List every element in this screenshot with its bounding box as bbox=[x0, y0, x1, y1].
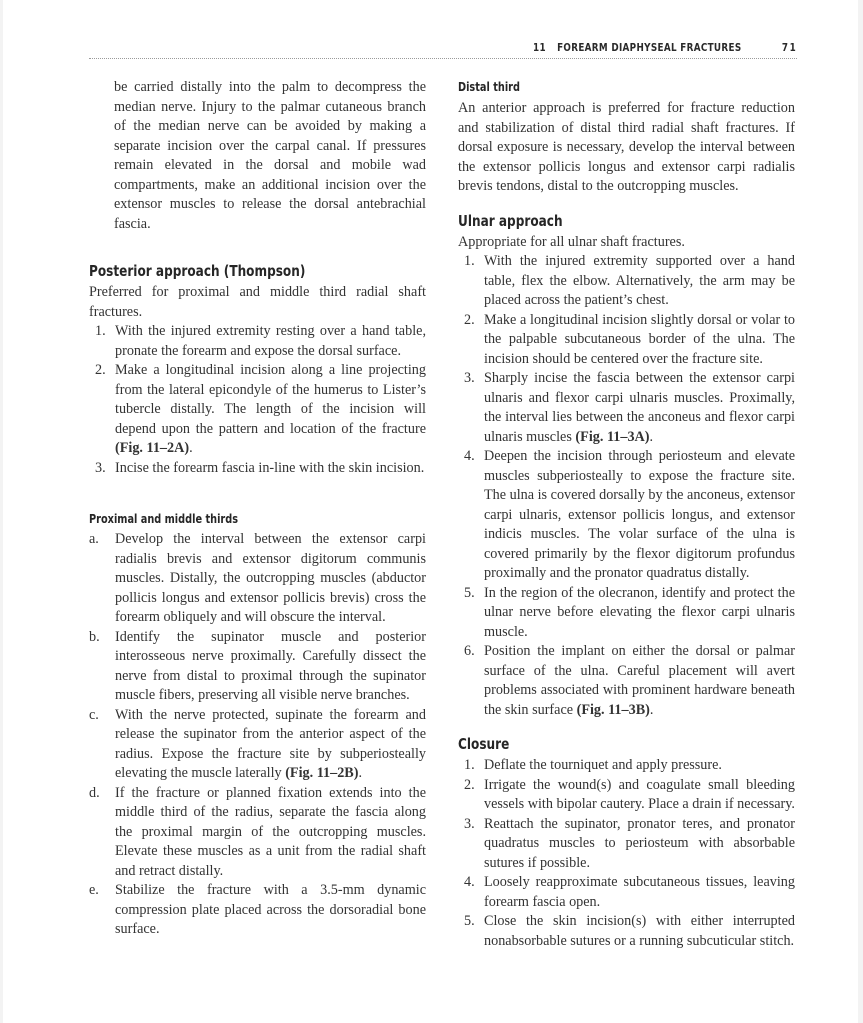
list-item-text: Loosely reapproximate subcutaneous tissues, leaving forearm fascia open. bbox=[484, 874, 795, 910]
list-item: 6. Position the implant on either the dorsal or palmar surface of the ulna. Careful placement will avert problems associated with prominent hardware beneath the skin surface (Fig. 11–3B). bbox=[464, 643, 795, 718]
list-item-text: Deepen the incision through periosteum and elevate muscles subperiosteally to expose the fracture site. The ulna is covered dorsally by the anconeus, extensor carpi ulnaris, extensor pollicis longus, and extensor indicis muscles. The volar surface of the ulna is covered primarily by the flexor digitorum profundus proximally and the pronator quadratus distally. bbox=[484, 448, 795, 581]
list-item bbox=[458, 912, 795, 951]
section-heading-posterior-approach: Posterior approach (Thompson) bbox=[89, 262, 306, 280]
distal-third-paragraph: An anterior approach is preferred for fracture reduction and stabilization of distal third radial shaft fractures. If dorsal exposure is necessary, develop the interval between the extensor pollicis longus and extensor carpi radialis brevis tendons, distal to the outcropping muscles. bbox=[458, 100, 795, 194]
list-item bbox=[89, 322, 426, 361]
page-number: 71 bbox=[781, 41, 797, 54]
list-marker: 2. bbox=[464, 776, 475, 793]
list-item-text: If the fracture or planned fixation extends into the middle third of the radius, separate the fascia along the proximal margin of the outcropping muscles. Elevate these muscles as a unit from the radial shaft and retract distally. bbox=[115, 784, 426, 879]
list-item bbox=[89, 530, 426, 628]
subsection-heading-distal-third: Distal third bbox=[458, 79, 520, 94]
list-item-text: Reattach the supinator, pronator teres, and pronator quadratus muscles to periosteum with absorbable sutures if possible. bbox=[484, 815, 795, 871]
list-marker: 2. bbox=[464, 311, 475, 328]
list-marker: 1. bbox=[464, 757, 475, 773]
list-item-text: With the nerve protected, supinate the forearm and release the supinator from the anterior aspect of the radius. Expose the fracture site by subperiosteally elevating the muscle laterally bbox=[115, 706, 426, 781]
list-marker: 4. bbox=[464, 448, 475, 464]
posterior-intro: Preferred for proximal and middle third radial shaft fractures. bbox=[89, 284, 426, 320]
list-item-text: Irrigate the wound(s) and coagulate small bleeding vessels with bipolar cautery. Place a drain if necessary. bbox=[484, 776, 795, 812]
figure-reference[interactable]: (Fig. 11–2A) bbox=[115, 440, 190, 456]
list-marker: 1. bbox=[95, 323, 106, 339]
list-item-text: Stabilize the fracture with a 3.5-mm dynamic compression plate placed across the dorsoradial bone surface. bbox=[115, 882, 426, 937]
subsection-heading-proximal-middle-thirds: Proximal and middle thirds bbox=[89, 511, 239, 526]
book-page bbox=[3, 0, 858, 1023]
figure-reference[interactable]: (Fig. 11–3B) bbox=[576, 701, 650, 718]
list-item bbox=[458, 447, 795, 584]
list-marker: 3. bbox=[95, 459, 106, 476]
continuation-paragraph: be carried distally into the palm to decompress the median nerve. Injury to the palmar cutaneous branch of the median nerve can be avoided by making a separate incision over the carpal canal. If pressures remain elevated in the dorsal and mobile wad compartments, make an additional incision over the extensor muscles to release the dorsal antebrachial fascia. bbox=[114, 79, 426, 232]
list-item-text: Identify the supinator muscle and posterior interosseous nerve proximally. Carefully dissect the nerve from distal to proximal through the supinator muscle fibers, preserving all visible nerve branches. bbox=[115, 628, 426, 703]
list-item bbox=[89, 881, 426, 940]
list-item bbox=[89, 628, 426, 706]
list-marker: 6. bbox=[464, 643, 475, 659]
list-marker: e. bbox=[89, 882, 99, 898]
list-marker: 1. bbox=[464, 253, 475, 269]
list-item: c. With the nerve protected, supinate the forearm and release the supinator from the anterior aspect of the radius. Expose the fracture site by subperiosteally elevating the muscle laterally (Fig. 11–2B). bbox=[89, 706, 426, 781]
figure-reference[interactable]: (Fig. 11–2B) bbox=[285, 765, 359, 781]
section-heading-ulnar-approach: Ulnar approach bbox=[458, 211, 563, 230]
left-column bbox=[89, 78, 426, 940]
list-item: 3. Sharply incise the fascia between the extensor carpi ulnaris and flexor carpi ulnaris muscles. Proximally, the interval lies between the anconeus and flexor carpi ulnaris muscles (Fig. 11–3A). bbox=[464, 370, 795, 445]
list-marker: 5. bbox=[464, 584, 475, 601]
list-item bbox=[89, 784, 426, 882]
posterior-steps bbox=[89, 322, 426, 478]
right-column bbox=[458, 78, 795, 951]
list-marker: 3. bbox=[464, 370, 475, 386]
list-item-text: Deflate the tourniquet and apply pressure. bbox=[484, 757, 722, 773]
list-item bbox=[89, 459, 426, 479]
list-item bbox=[458, 584, 795, 643]
list-item-text: Develop the interval between the extensor carpi radialis brevis and extensor digitorum communis muscles. Distally, the outcropping muscles (abductor pollicis longus and extensor pollicis brevis) cross the forearm obliquely and will obscure the interval. bbox=[115, 531, 426, 625]
list-item: 2. Make a longitudinal incision along a line projecting from the lateral epicondyle of the humerus to Lister’s tubercle distally. The length of the incision will depend upon the pattern and location of the fracture (Fig. 11–2A). bbox=[95, 362, 426, 456]
list-marker: 2. bbox=[95, 362, 106, 378]
chapter-title: FOREARM DIAPHYSEAL FRACTURES bbox=[557, 41, 742, 54]
list-item-text: With the injured extremity resting over a hand table, pronate the forearm and expose the dorsal surface. bbox=[115, 323, 426, 359]
list-item-text: Sharply incise the fascia between the extensor carpi ulnaris and flexor carpi ulnaris muscles. Proximally, the interval lies between the anconeus and flexor carpi ulnaris muscles bbox=[484, 370, 795, 445]
figure-reference[interactable]: (Fig. 11–3A) bbox=[575, 428, 650, 445]
list-item-text: Close the skin incision(s) with either interrupted nonabsorbable sutures or a running subcuticular stitch. bbox=[484, 913, 795, 949]
chapter-label bbox=[533, 41, 741, 54]
list-item bbox=[458, 776, 795, 815]
list-marker: c. bbox=[89, 706, 99, 723]
list-item bbox=[458, 311, 795, 370]
list-marker: d. bbox=[89, 784, 100, 801]
ulnar-steps bbox=[458, 252, 795, 720]
proximal-middle-steps bbox=[89, 530, 426, 940]
list-marker: 4. bbox=[464, 874, 475, 890]
list-item bbox=[458, 756, 795, 776]
list-marker: a. bbox=[89, 531, 99, 547]
list-item-text: Make a longitudinal incision slightly dorsal or volar to the palpable subcutaneous border of the ulna. The incision should be centered over the fracture site. bbox=[484, 311, 795, 367]
list-item bbox=[458, 252, 795, 311]
ulnar-intro: Appropriate for all ulnar shaft fractures. bbox=[458, 233, 685, 250]
list-item-text: Make a longitudinal incision along a line projecting from the lateral epicondyle of the humerus to Lister’s tubercle distally. The length of the incision will depend upon the pattern and location of the fracture bbox=[115, 362, 426, 437]
list-item-text: With the injured extremity supported over a hand table, flex the elbow. Alternatively, the arm may be placed across the patient’s chest. bbox=[484, 253, 795, 308]
list-item-text: Incise the forearm fascia in-line with the skin incision. bbox=[115, 459, 425, 476]
chapter-number: 11 bbox=[533, 41, 546, 54]
list-item-text: In the region of the olecranon, identify and protect the ulnar nerve before elevating the flexor carpi ulnaris muscle. bbox=[484, 584, 795, 640]
list-item bbox=[458, 873, 795, 912]
running-head bbox=[89, 38, 797, 59]
section-heading-closure: Closure bbox=[458, 735, 510, 753]
list-item-text: Position the implant on either the dorsal or palmar surface of the ulna. Careful placement will avert problems associated with prominent hardware beneath the skin surface bbox=[484, 643, 795, 718]
list-marker: 5. bbox=[464, 913, 475, 929]
list-marker: 3. bbox=[464, 815, 475, 832]
closure-steps bbox=[458, 756, 795, 951]
list-item bbox=[458, 815, 795, 874]
list-marker: b. bbox=[89, 628, 100, 645]
